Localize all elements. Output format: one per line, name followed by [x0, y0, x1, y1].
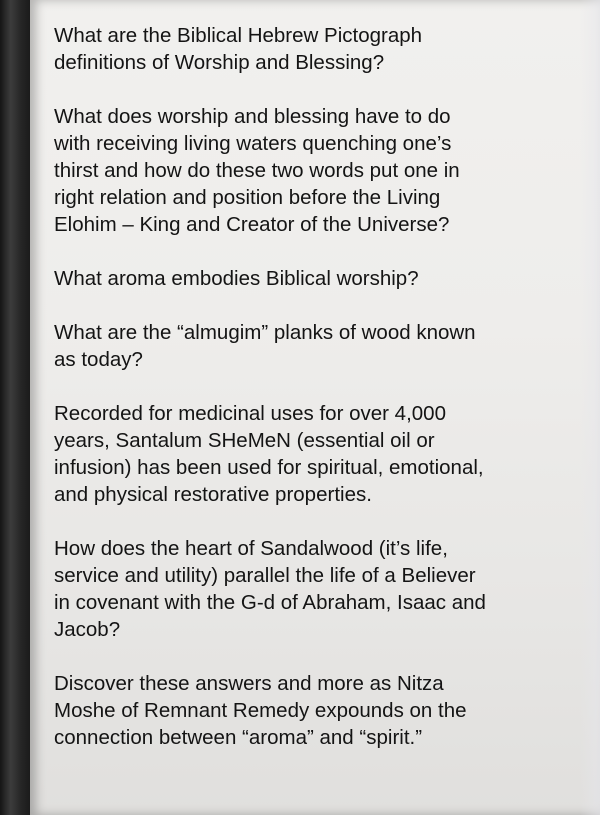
paragraph-aroma-question: What aroma embodies Biblical worship?: [54, 267, 419, 290]
paragraph-sandalwood-question: How does the heart of Sandalwood (it’s life, service and utility) parallel the life of a Believer in covenant with the G-d of Abraham, Isaac and Jacob?: [54, 537, 486, 641]
paragraph-almugim-question: What are the “almugim” planks of wood known as today?: [54, 321, 476, 371]
paragraph-living-waters-question: What does worship and blessing have to do with receiving living waters quenching one’s thirst and how do these two words put one in right relation and position before the Living Elohim – King and Creator of the Universe?: [54, 105, 460, 236]
paragraph-santalum-statement: Recorded for medicinal uses for over 4,000 years, Santalum SHeMeN (essential oil or infusion) has been used for spiritual, emotional, and physical restorative properties.: [54, 402, 484, 506]
binder-edge: [0, 0, 30, 815]
paragraph-discover-statement: Discover these answers and more as Nitza Moshe of Remnant Remedy expounds on the connection between “aroma” and “spirit.”: [54, 672, 467, 749]
printed-page: [30, 0, 600, 815]
text-block: [54, 22, 584, 778]
paragraph-pictograph-question: What are the Biblical Hebrew Pictograph definitions of Worship and Blessing?: [54, 24, 423, 74]
